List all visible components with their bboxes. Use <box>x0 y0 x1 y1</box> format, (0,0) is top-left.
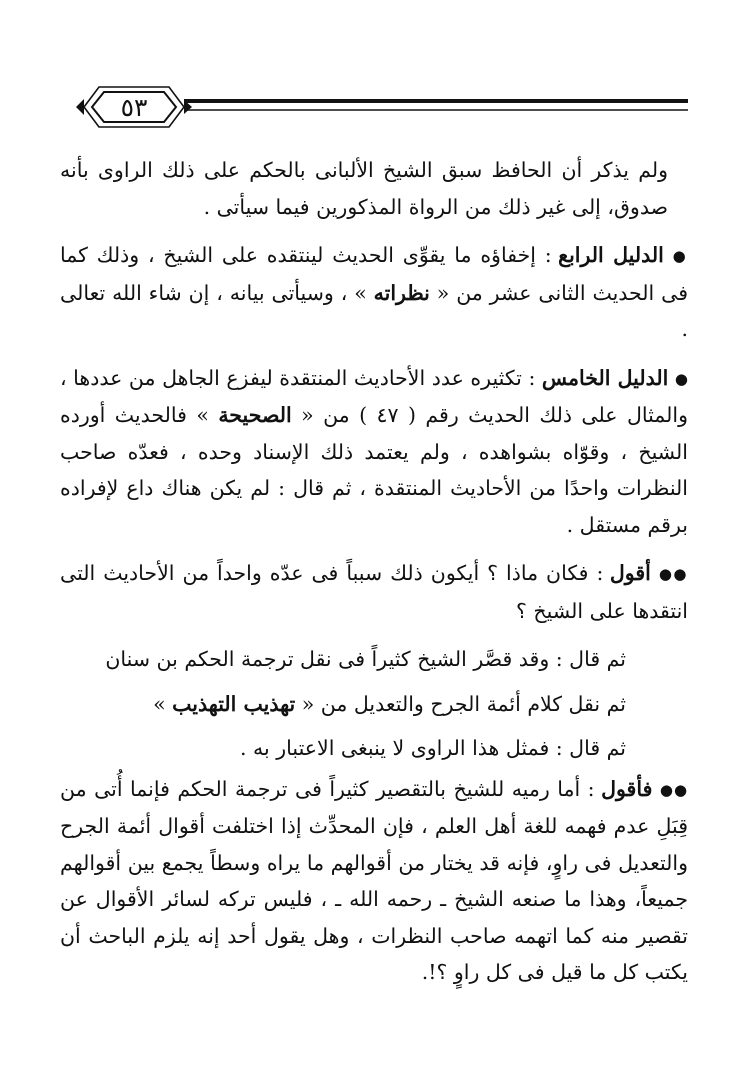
header-ornament <box>0 0 744 150</box>
section-label: فأقول <box>601 776 653 801</box>
paragraph-text: » <box>153 691 173 716</box>
paragraph-text: » ، وسيأتى بيانه ، إن شاء الله تعالى . <box>60 280 688 341</box>
bullet-icon: ● <box>672 247 688 265</box>
paragraph-1 <box>60 152 688 225</box>
bullet-icon: ●● <box>658 565 688 583</box>
paragraph-text: ثم قال : وقد قصَّر الشيخ كثيراً فى نقل ترجمة الحكم بن سنان <box>105 647 626 671</box>
paragraph-2 <box>60 237 688 348</box>
section-label: الدليل الرابع <box>558 243 664 267</box>
paragraph-text: : إخفاؤه ما يقوِّى الحديث لينتقده على الشيخ ، وذلك كما فى الحديث الثانى عشر من « <box>60 243 688 305</box>
paragraph-text: ثم قال : فمثل هذا الراوى لا ينبغى الاعتبار به . <box>240 736 626 760</box>
paragraph-text: : أما رميه للشيخ بالتقصير كثيراً فى ترجمة الحكم فإنما أُتى من قِبَلِ عدم فهمه للغة أهل العلم ، فإن المحدِّث إذا اختلفت أقوال أئمة الجرح والتعديل فى راوٍ، فإنه قد يختار من أقوالهم ما يراه وسطاً يجمع بين أقوالهم جميعاً، وهذا ما صنعه الشيخ ـ رحمه الله ـ ، فليس تركه لسائر الأقوال عن تقصير منه كما اتهمه صاحب النظرات ، وهل يقول أحد إنه يلزم الباحث أن يكتب كل ما قيل فى كل راوٍ ؟!. <box>60 776 688 984</box>
book-title: تهذيب التهذيب <box>172 691 296 716</box>
page-number: ٥٣ <box>120 92 148 122</box>
paragraph-text: ولم يذكر أن الحافظ سبق الشيخ الألبانى بالحكم على ذلك الراوى بأنه صدوق، إلى غير ذلك من الرواة المذكورين فيما سيأتى . <box>60 158 668 219</box>
book-title: الصحيحة <box>218 403 292 427</box>
paragraph-text: » فالحديث أورده الشيخ ، وقوّاه بشواهده ، ولم يعتمد ذلك الإسناد وحده ، فعدّه صاحب النظرات واحدًا من الأحاديث المنتقدة ، ثم قال : لم يكن هناك داع لإفراده برقم مستقل . <box>60 403 688 537</box>
book-title: نظراته <box>373 280 430 305</box>
paragraph-6 <box>60 686 688 723</box>
paragraph-8 <box>60 771 688 991</box>
paragraph-5 <box>60 641 688 678</box>
page-body <box>60 152 688 1003</box>
section-label: أقول <box>609 561 651 585</box>
bullet-icon: ● <box>674 369 688 388</box>
paragraph-4 <box>60 555 688 629</box>
section-label: الدليل الخامس <box>541 365 669 390</box>
bullet-icon: ●● <box>659 780 688 799</box>
paragraph-text: : تكثيره عدد الأحاديث المنتقدة ليفزع الجاهل من عددها ، والمثال على ذلك الحديث رقم ( ٤٧ ) من « <box>60 365 688 427</box>
page-header <box>0 0 744 150</box>
paragraph-text: ثم نقل كلام أئمة الجرح والتعديل من « <box>295 691 626 716</box>
paragraph-3 <box>60 360 688 544</box>
paragraph-text: : فكان ماذا ؟ أيكون ذلك سبباً فى عدّه واحداً من الأحاديث التى انتقدها على الشيخ ؟ <box>60 561 688 623</box>
paragraph-7 <box>60 730 688 767</box>
